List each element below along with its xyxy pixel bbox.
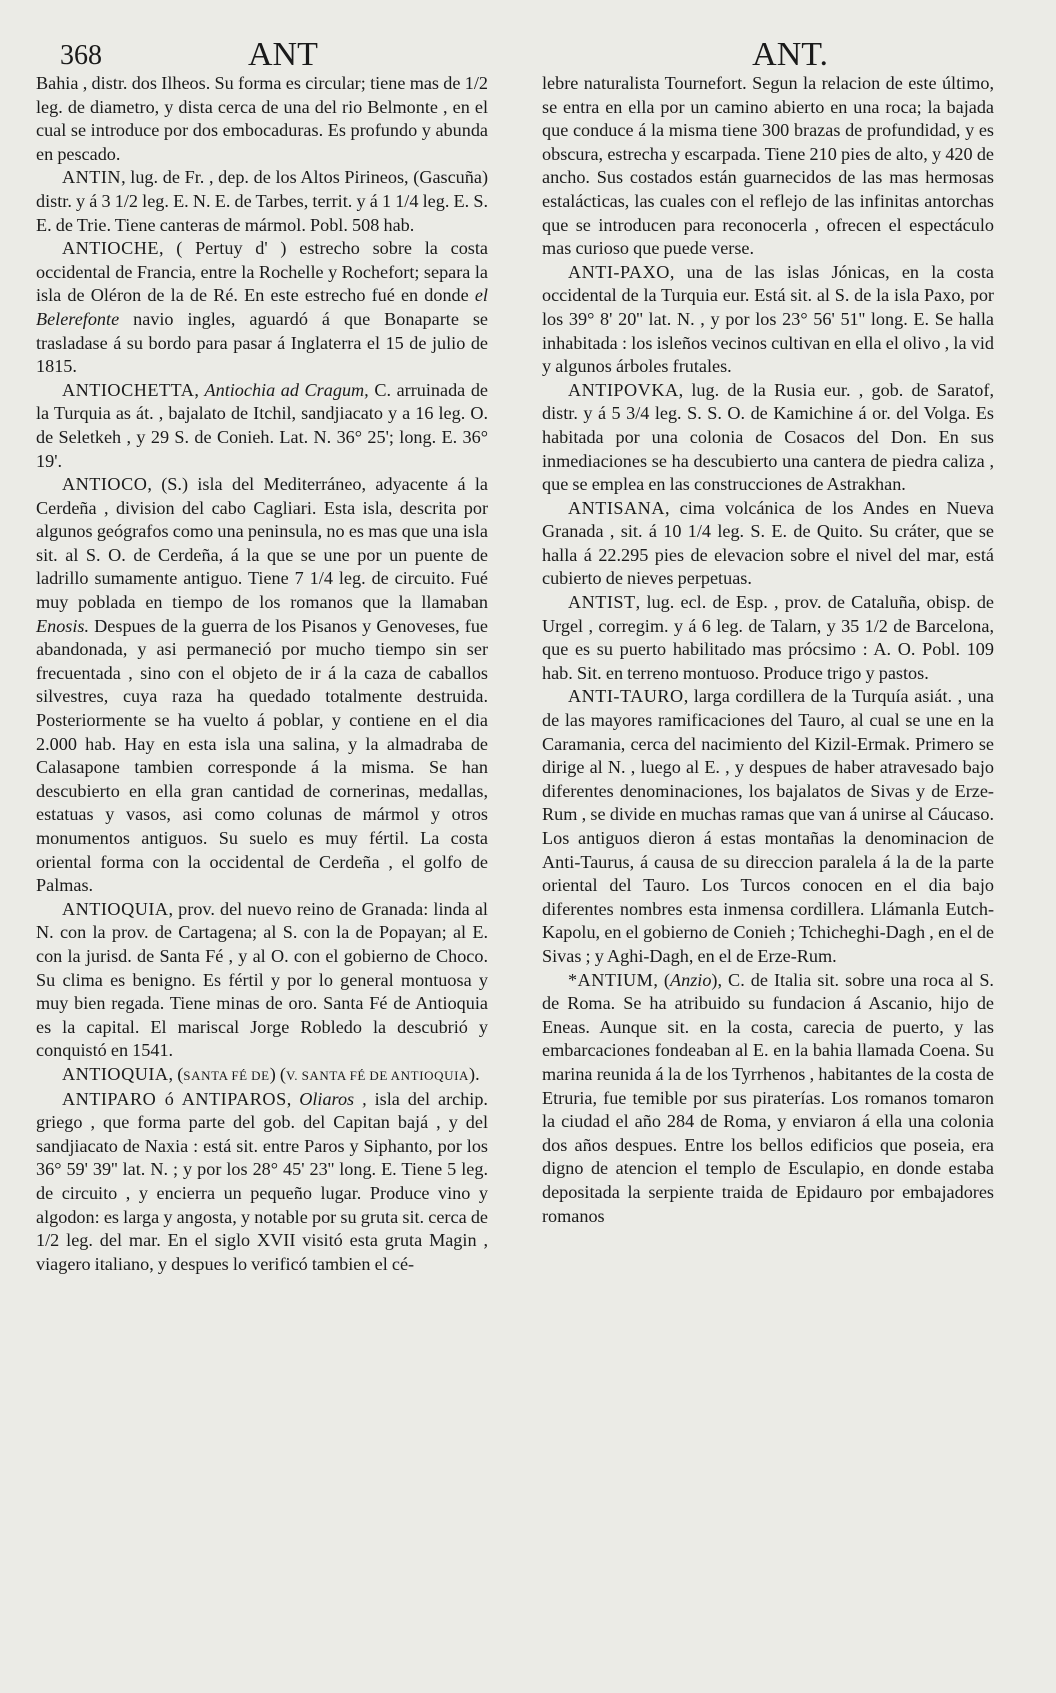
left-column [36, 72, 488, 1276]
entry: ANTI-PAXO, una de las islas Jónicas, en la costa occidental de la Turquia eur. Está sit. al S. de la isla Paxo, por los 39° 8' 20'' lat. N. , y por los 23° 56' 51'' long. E. Se halla inhabitada : los isleños vecinos cultivan en ella el olivo , la vid y algunos árboles frutales. [542, 261, 994, 377]
headword: ANTISANA [568, 497, 665, 518]
headword: ANTIN [62, 167, 122, 188]
entry: ANTISANA, cima volcánica de los Andes en Nueva Granada , sit. á 10 1/4 leg. S. E. de Quito. Su cráter, que se halla á 22.295 pies de elevacion sobre el nivel del mar, está cubierto de nieves perpetuas. [542, 497, 994, 589]
entry: ANTIOCHE, ( Pertuy d' ) estrecho sobre la costa occidental de Francia, entre la Rochelle y Rochefort; separa la isla de Oléron de la de Ré. En este estrecho fué en donde el Belerefonte navio ingles, aguardó á que Bonaparte se trasladase á su bordo para pasar á Inglaterra el 15 de julio de 1815. [36, 238, 488, 377]
headword: ANTI-TAURO [568, 686, 684, 707]
entry: ANTIPOVKA, lug. de la Rusia eur. , gob. de Saratof, distr. y á 5 3/4 leg. S. S. O. de Kamichine á or. del Volga. Es habitada por una colonia de Cosacos del Don. En sus inmediaciones se ha descubierto una cantera de piedra caliza , que se emplea en las construcciones de Astrakhan. [542, 379, 994, 495]
entry: ANTIOCO, (S.) isla del Mediterráneo, adyacente á la Cerdeña , division del cabo Cagliari. Esta isla, descrita por algunos geógrafos como una peninsula, no es mas que una isla sit. al S. O. de Cerdeña, á la que se une por un puente de ladrillo sumamente antiguo. Tiene 7 1/4 leg. de circuito. Fué muy poblada en tiempo de los romanos que la llamaban Enosis. Despues de la guerra de los Pisanos y Genoveses, fue abandonada, y asi permaneció por mucho tiempo sin ser frecuentada , sino con el objeto de ir á la caza de caballos silvestres, cuya raza ha quedado totalmente destruida. Posteriormente se ha vuelto á poblar, y contiene en el dia 2.000 hab. Hay en esta isla una salina, y la almadraba de Calasapone tambien corresponde á la misma. Se han descubierto en ella gran cantidad de cornerinas, medallas, estatuas y vasos, asi como colunas de mármol y otros monumentos antiguos. Su suelo es muy fértil. La costa oriental forma con la occidental de Cerdeña , el golfo de Palmas. [36, 474, 488, 896]
entry: ANTIST, lug. ecl. de Esp. , prov. de Cataluña, obisp. de Urgel , corregim. y á 6 leg. de Talarn, y 35 1/2 de Barcelona, que es su puerto habilitado mas prócsimo : A. O. Pobl. 109 hab. Sit. en terreno montuoso. Produce trigo y pastos. [542, 592, 994, 683]
headword: ANTIOQUIA [62, 898, 169, 919]
headword: ANTIST [568, 592, 636, 613]
entry: *ANTIUM, (Anzio), C. de Italia sit. sobre una roca al S. de Roma. Se ha atribuido su fundacion á Ascanio, hijo de Eneas. Aunque sit. en la costa, carecia de puerto, y las embarcaciones fondeaban al E. en la bahia llamada Coena. Su marina reunida á la de los Tyrrhenos , habitantes de la costa de Etruria, fue temible por sus piraterías. Los romanos tomaron la ciudad el año 284 de Roma, y enviaron á ella una colonia dos años despues. Entre los bellos edificios que poseia, era digno de atencion el templo de Esculapio, en donde estaba depositada la serpiente traida de Epidauro por embajadores romanos [542, 969, 994, 1226]
entry: ANTI-TAURO, larga cordillera de la Turquía asiát. , una de las mayores ramificaciones del Tauro, al cual se une en la Caramania, cerca del nacimiento del Kizil-Ermak. Primero se dirige al N. , luego al E. , y despues de haber atravesado bajo diferentes denominaciones, los bajalatos de Sivas y de Erze-Rum , se divide en muchas ramas que van á unirse al Cáucaso. Los antiguos dieron á estas montañas la denominacion de Anti-Taurus, á causa de su direccion paralela á la de la parte oriental del Tauro. Los Turcos conocen en el dia bajo diferentes nombres esta inmensa cordillera. Llámanla Eutch-Kapolu, en el gobierno de Conieh ; Tchicheghi-Dagh , en el de Sivas ; y Aghi-Dagh, en el de Erze-Rum. [542, 686, 994, 966]
entry: ANTIN, lug. de Fr. , dep. de los Altos Pirineos, (Gascuña) distr. y á 3 1/2 leg. E. N. E. de Tarbes, territ. y á 1 1/4 leg. E. S. E. de Trie. Tiene canteras de mármol. Pobl. 508 hab. [36, 167, 488, 235]
headword: ANTIPARO ó ANTIPAROS [62, 1088, 287, 1109]
headword: ANTIOCHETTA [62, 379, 195, 400]
entry: Bahia , distr. dos Ilheos. Su forma es circular; tiene mas de 1/2 leg. de diametro, y dista cerca de una del rio Belmonte , en el cual se introduce por dos embocaduras. Es profundo y abunda en pescado. [36, 73, 488, 164]
headword: ANTIOQUIA [62, 1063, 169, 1084]
headword: ANTIOCHE [62, 238, 159, 259]
entry: ANTIOQUIA, (SANTA FÉ DE) (V. SANTA FÉ DE ANTIOQUIA). [62, 1063, 480, 1084]
right-column [542, 72, 994, 1228]
headword: ANTI-PAXO [568, 261, 670, 282]
right-running-head: ANT. [752, 36, 828, 73]
headword: *ANTIUM [568, 969, 654, 990]
entry: ANTIOQUIA, prov. del nuevo reino de Granada: linda al N. con la prov. de Cartagena; al S. con la de Popayan; al E. con la jurisd. de Santa Fé , y al O. con el gobierno de Choco. Su clima es benigno. Es fértil y por lo general montuosa y muy bien regada. Tiene minas de oro. Santa Fé de Antioquia es la capital. El mariscal Jorge Robledo la descubrió y conquistó en 1541. [36, 898, 488, 1061]
page-number: 368 [60, 40, 102, 71]
headword: ANTIPOVKA [568, 379, 679, 400]
page-header [52, 30, 1004, 74]
left-running-head: ANT [248, 36, 318, 73]
entry: lebre naturalista Tournefort. Segun la relacion de este último, se entra en ella por un camino abierto en una roca; la bajada que conduce á la misma tiene 300 brazas de profundidad, y es obscura, estrecha y escarpada. Tiene 210 pies de alto, y 420 de ancho. Sus costados están guarnecidos de las mas hermosas estalácticas, las cuales con el reflejo de las infinitas antorchas que se introducen para reconocerla , ofrecen el espectáculo mas curioso que puede verse. [542, 73, 994, 259]
headword: ANTIOCO [62, 474, 148, 495]
entry: ANTIPARO ó ANTIPAROS, Oliaros , isla del archip. griego , que forma parte del gob. del Capitan bajá , y del sandjiacato de Naxia : está sit. entre Paros y Siphanto, por los 36° 59' 39'' lat. N. ; y por los 28° 45' 23'' long. E. Tiene 5 leg. de circuito , y encierra un pequeño lugar. Produce vino y algodon: es larga y angosta, y notable por su gruta sit. cerca de 1/2 leg. del mar. En el siglo XVII visitó esta gruta Magin , viagero italiano, y despues lo verificó tambien el cé- [36, 1088, 488, 1274]
entry: ANTIOCHETTA, Antiochia ad Cragum, C. arruinada de la Turquia as át. , bajalato de Itchil, sandjiacato y a 16 leg. O. de Seletkeh , y 29 S. de Conieh. Lat. N. 36° 25'; long. E. 36° 19'. [36, 379, 489, 471]
